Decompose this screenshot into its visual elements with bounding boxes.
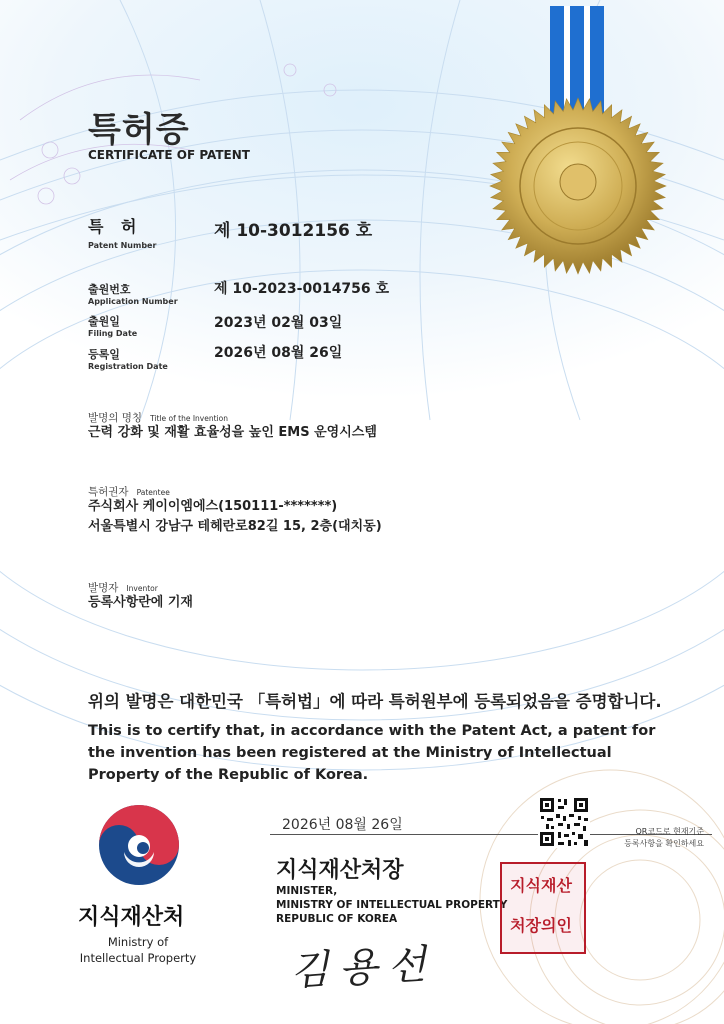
document-title: 특허증 bbox=[88, 110, 190, 150]
patent-number-value: 제 10-3012156 호 bbox=[214, 221, 373, 241]
qr-code-icon[interactable] bbox=[538, 796, 590, 848]
patentee-address: 서울특별시 강남구 테헤란로82길 15, 2층(대치동) bbox=[88, 519, 382, 534]
filing-date-value: 2023년 02월 03일 bbox=[214, 315, 343, 331]
registration-date-label: 등록일 Registration Date bbox=[88, 348, 168, 371]
official-stamp-text: 지식재산 처장의인 bbox=[510, 876, 572, 935]
minister-title-ko: 지식재산처장 bbox=[276, 858, 404, 883]
certification-text-ko: 위의 발명은 대한민국 「특허법」에 따라 특허원부에 등록되었음을 증명합니다. bbox=[88, 692, 662, 711]
invention-title: 근력 강화 및 재활 효율성을 높인 EMS 운영시스템 bbox=[88, 425, 377, 440]
qr-note: QR코드로 현재기준 등록사항을 확인하세요 bbox=[624, 827, 704, 848]
document-title-en: CERTIFICATE OF PATENT bbox=[88, 148, 250, 162]
patent-number-label: 특 허 Patent Number bbox=[88, 217, 157, 250]
application-number-value: 제 10-2023-0014756 호 bbox=[214, 281, 390, 297]
ministry-name-ko: 지식재산처 bbox=[78, 905, 185, 930]
ribbon-graphic bbox=[550, 6, 604, 116]
application-number-label: 출원번호 Application Number bbox=[88, 283, 178, 306]
certification-text-en: This is to certify that, in accordance with the Patent Act, a patent for the invention has been registered at the Ministry of Intellectual Property of the Republic of Korea. bbox=[88, 723, 656, 783]
gold-seal bbox=[490, 98, 666, 274]
inventor-label: 발명자 Inventor bbox=[88, 582, 158, 594]
patentee-label: 특허권자 Patentee bbox=[88, 486, 170, 498]
filing-date-label: 출원일 Filing Date bbox=[88, 315, 138, 338]
inventor-value: 등록사항란에 기재 bbox=[88, 595, 193, 610]
registration-date-value: 2026년 08월 26일 bbox=[214, 345, 343, 361]
issue-date: 2026년 08월 26일 bbox=[282, 817, 403, 833]
minister-signature: 김용선 bbox=[289, 941, 438, 995]
patentee-name: 주식회사 케이이엠에스(150111-*******) bbox=[88, 499, 338, 514]
minister-title-en: MINISTER, MINISTRY OF INTELLECTUAL PROPERTY REPUBLIC OF KOREA bbox=[276, 885, 508, 925]
invention-label: 발명의 명칭 Title of the Invention bbox=[88, 412, 228, 424]
ministry-logo-emblem bbox=[96, 802, 182, 888]
ministry-name-en: Ministry of Intellectual Property bbox=[79, 935, 197, 965]
